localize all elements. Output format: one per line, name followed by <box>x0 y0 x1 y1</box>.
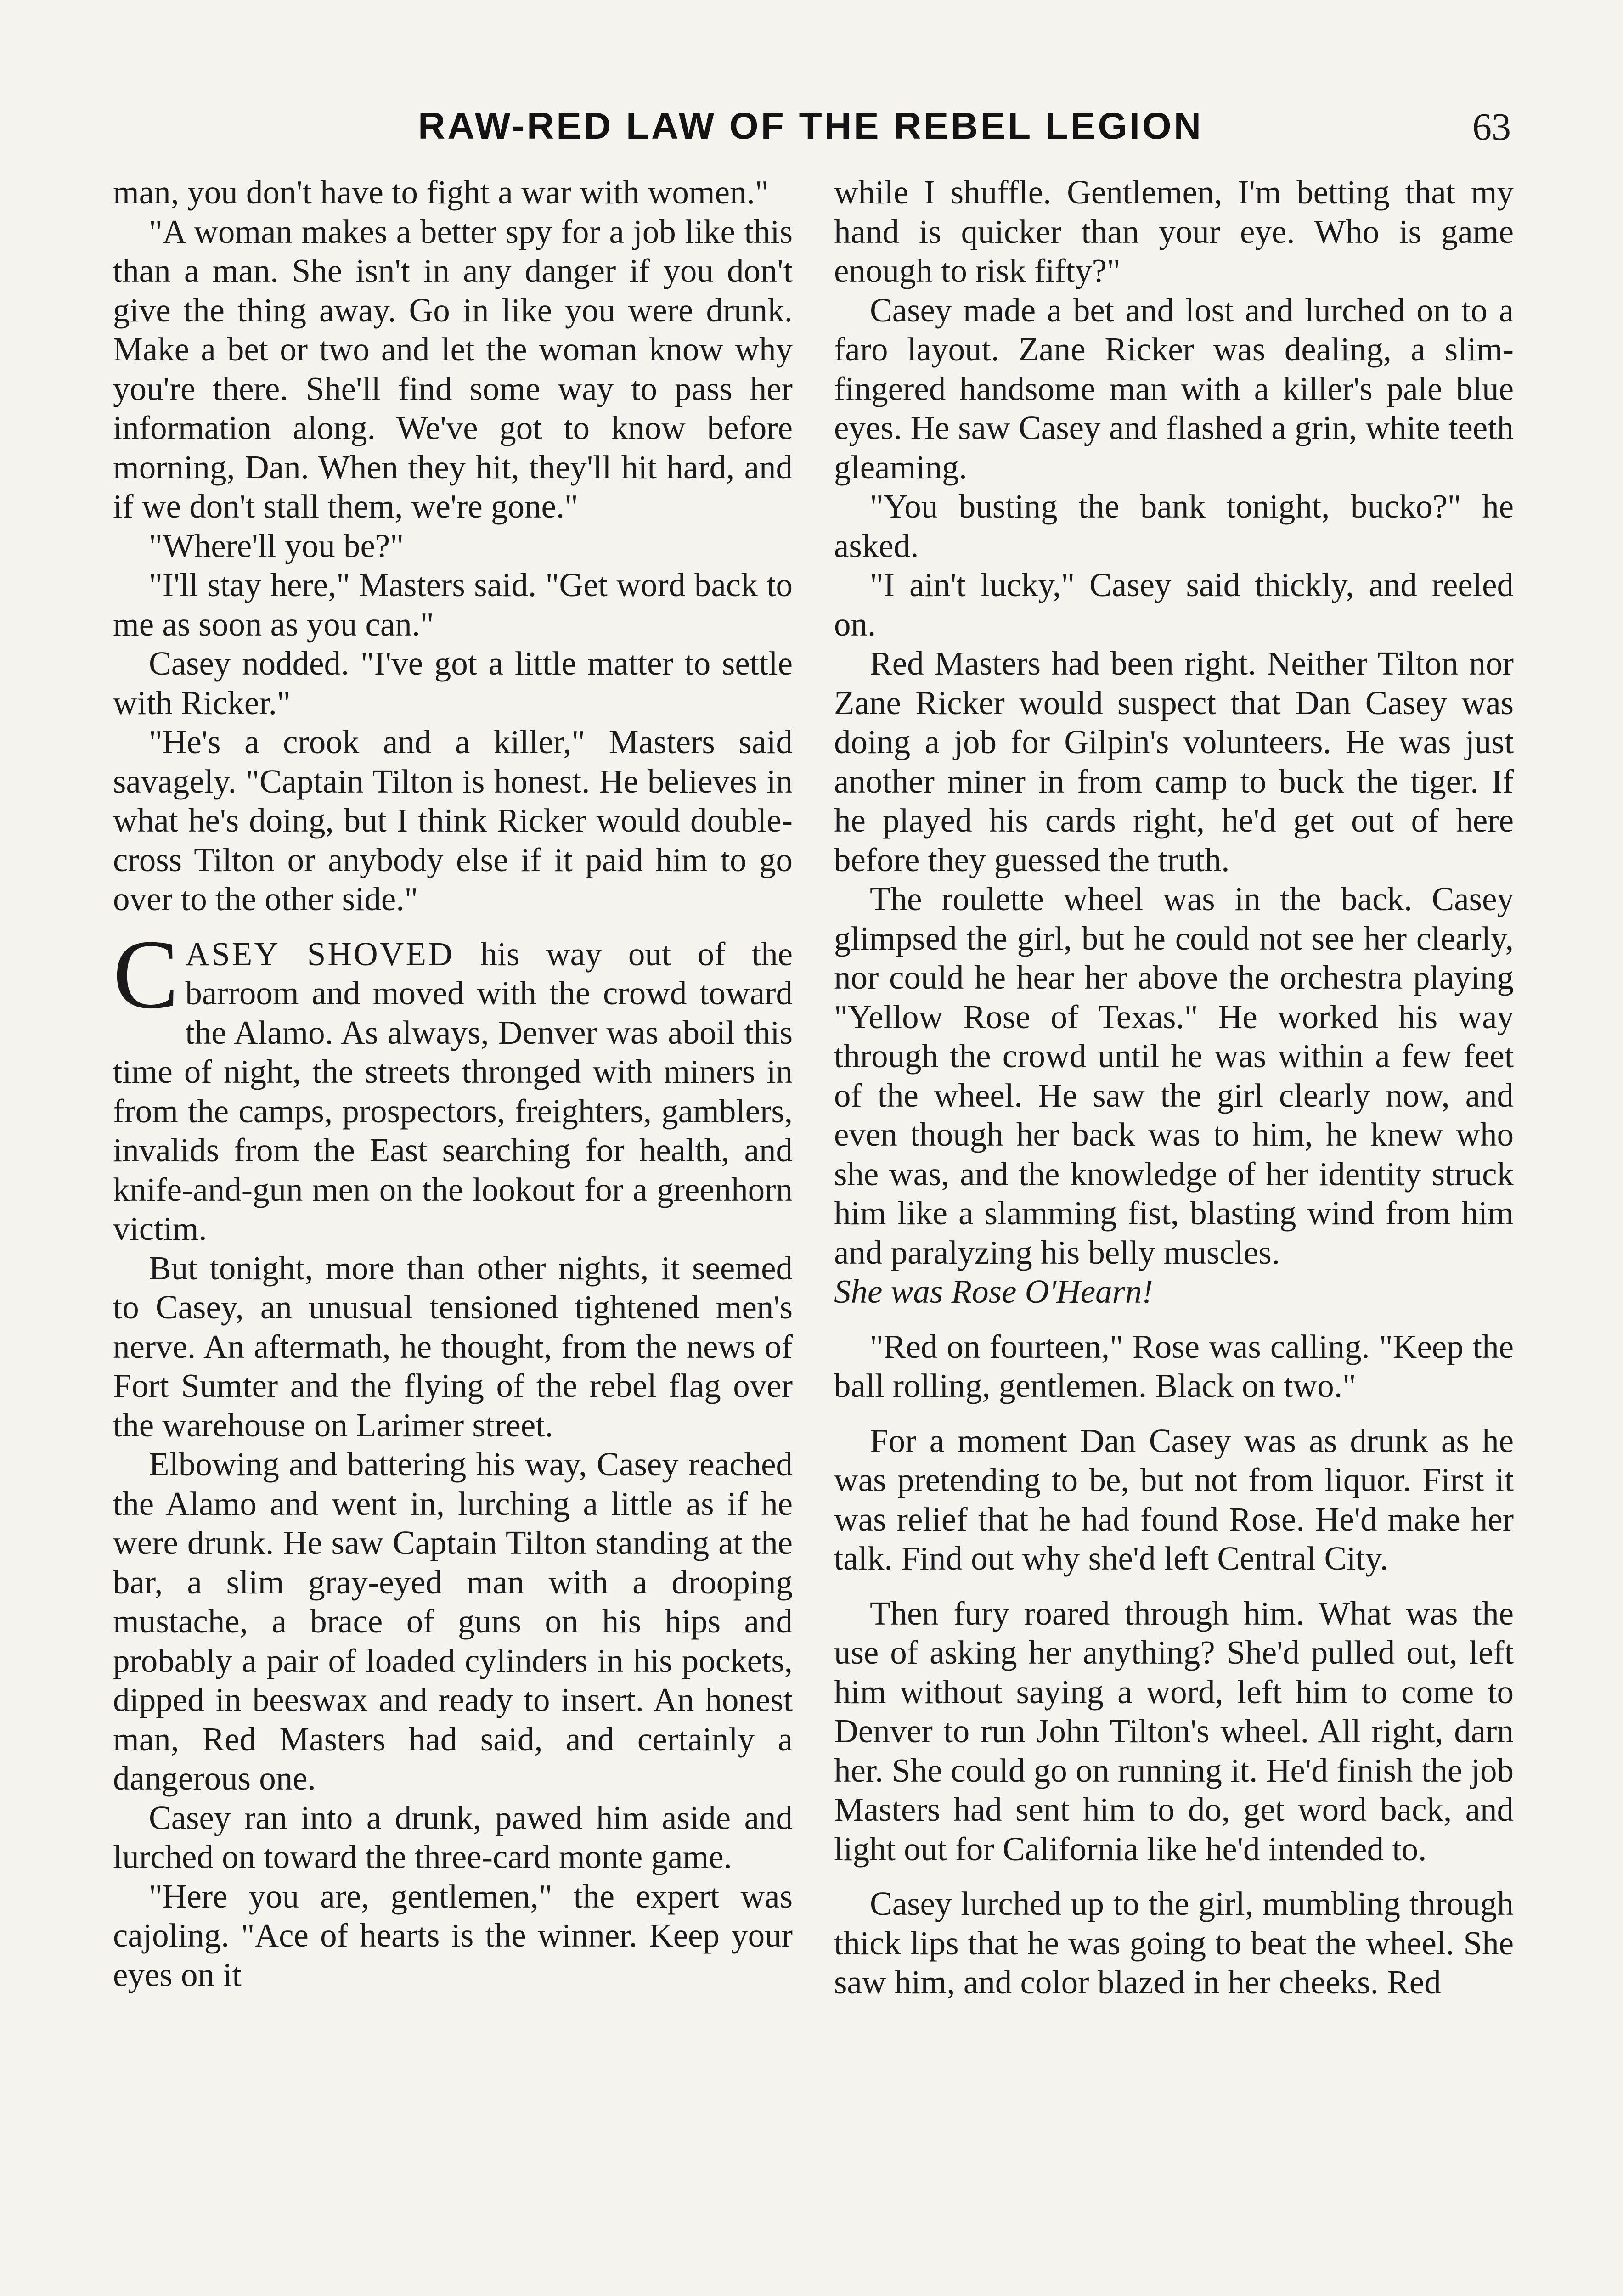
paragraph: "A woman makes a better spy for a job like this than a man. She isn't in any danger if you don't give the thing away. Go in like you were drunk. Make a bet or two and let the woman know why you're there. She'll find some way to pass her information along. We've got to know before morning, Dan. When they hit, they'll hit hard, and if we don't stall them, we're gone." <box>113 213 793 525</box>
section-opening-paragraph <box>113 919 793 1249</box>
italic-line: She was Rose O'Hearn! <box>834 1273 1153 1310</box>
paragraph: man, you don't have to fight a war with women." <box>113 174 769 211</box>
paragraph: Elbowing and battering his way, Casey reached the Alamo and went in, lurching a little as if he were drunk. He saw Captain Tilton standing at the bar, a slim gray-eyed man with a drooping mustache, a brace of guns on his hips and probably a pair of loaded cylinders in his pockets, dipped in beeswax and ready to insert. An honest man, Red Masters had said, and certainly a dangerous one. <box>113 1446 793 1797</box>
paragraph: Casey made a bet and lost and lurched on to a faro layout. Zane Ricker was dealing, a slim-fingered handsome man with a killer's pale blue eyes. He saw Casey and flashed a grin, white teeth gleaming. <box>834 291 1514 486</box>
paragraph: while I shuffle. Gentlemen, I'm betting that my hand is quicker than your eye. Who is game enough to risk fifty?" <box>834 174 1514 289</box>
right-column <box>834 173 1514 2002</box>
paragraph: But tonight, more than other nights, it seemed to Casey, an unusual tensioned tightened men's nerve. An aftermath, he thought, from the news of Fort Sumter and the flying of the rebel flag over the warehouse on Larimer street. <box>113 1249 793 1444</box>
page-header <box>110 105 1511 164</box>
paragraph: Then fury roared through him. What was the use of asking her anything? She'd pulled out, left him without saying a word, left him to come to Denver to run John Tilton's wheel. All right, darn her. She could go on running it. He'd finish the job Masters had sent him to do, get word back, and light out for California like he'd intended to. <box>834 1594 1514 1868</box>
paragraph: Casey nodded. "I've got a little matter to settle with Ricker." <box>113 645 793 721</box>
paragraph-text: his way out of the barroom and moved with the crowd toward the Alamo. As always, Denver was aboil this time of night, the streets thronged with miners in from the camps, prospectors, freighters, gamblers, invalids from the East searching for health, and knife-and-gun men on the lookout for a greenhorn victim. <box>113 935 793 1247</box>
paragraph: For a moment Dan Casey was as drunk as he was pretending to be, but not from liquor. First it was relief that he had found Rose. He'd make her talk. Find out why she'd left Central City. <box>834 1422 1514 1577</box>
paragraph: "Here you are, gentlemen," the expert was cajoling. "Ace of hearts is the winner. Keep your eyes on it <box>113 1877 793 1993</box>
paragraph: Red Masters had been right. Neither Tilton nor Zane Ricker would suspect that Dan Casey was doing a job for Gilpin's volunteers. He was just another miner in from camp to buck the tiger. If he played his cards right, he'd get out of here before they guessed the truth. <box>834 645 1514 878</box>
paragraph: "Red on fourteen," Rose was calling. "Keep the ball rolling, gentlemen. Black on two." <box>834 1328 1514 1404</box>
small-caps-lead: ASEY SHOVED <box>185 935 454 973</box>
paragraph: Casey lurched up to the girl, mumbling through thick lips that he was going to beat the wheel. She saw him, and color blazed in her cheeks. Red <box>834 1885 1514 2001</box>
paragraph: Casey ran into a drunk, pawed him aside and lurched on toward the three-card monte game. <box>113 1799 793 1875</box>
running-title: RAW-RED LAW OF THE REBEL LEGION <box>418 105 1203 147</box>
paragraph: "I'll stay here," Masters said. "Get word back to me as soon as you can." <box>113 566 793 643</box>
left-column <box>113 173 793 1994</box>
paragraph: "You busting the bank tonight, bucko?" he asked. <box>834 488 1514 564</box>
page-number: 63 <box>1472 106 1511 148</box>
paragraph: "Where'll you be?" <box>149 527 404 564</box>
drop-cap: C <box>113 919 179 1029</box>
paragraph: The roulette wheel was in the back. Casey glimpsed the girl, but he could not see her clearly, nor could he hear her above the orchestra playing "Yellow Rose of Texas." He worked his way through the crowd until he was within a few feet of the wheel. He saw the girl clearly now, and even though her back was to him, he knew who she was, and the knowledge of her identity struck him like a slamming fist, blasting wind from him and paralyzing his belly muscles. <box>834 880 1514 1271</box>
paragraph: "I ain't lucky," Casey said thickly, and reeled on. <box>834 566 1514 643</box>
paragraph: "He's a crook and a killer," Masters said savagely. "Captain Tilton is honest. He believes in what he's doing, but I think Ricker would double-cross Tilton or anybody else if it paid him to go over to the other side." <box>113 723 793 917</box>
